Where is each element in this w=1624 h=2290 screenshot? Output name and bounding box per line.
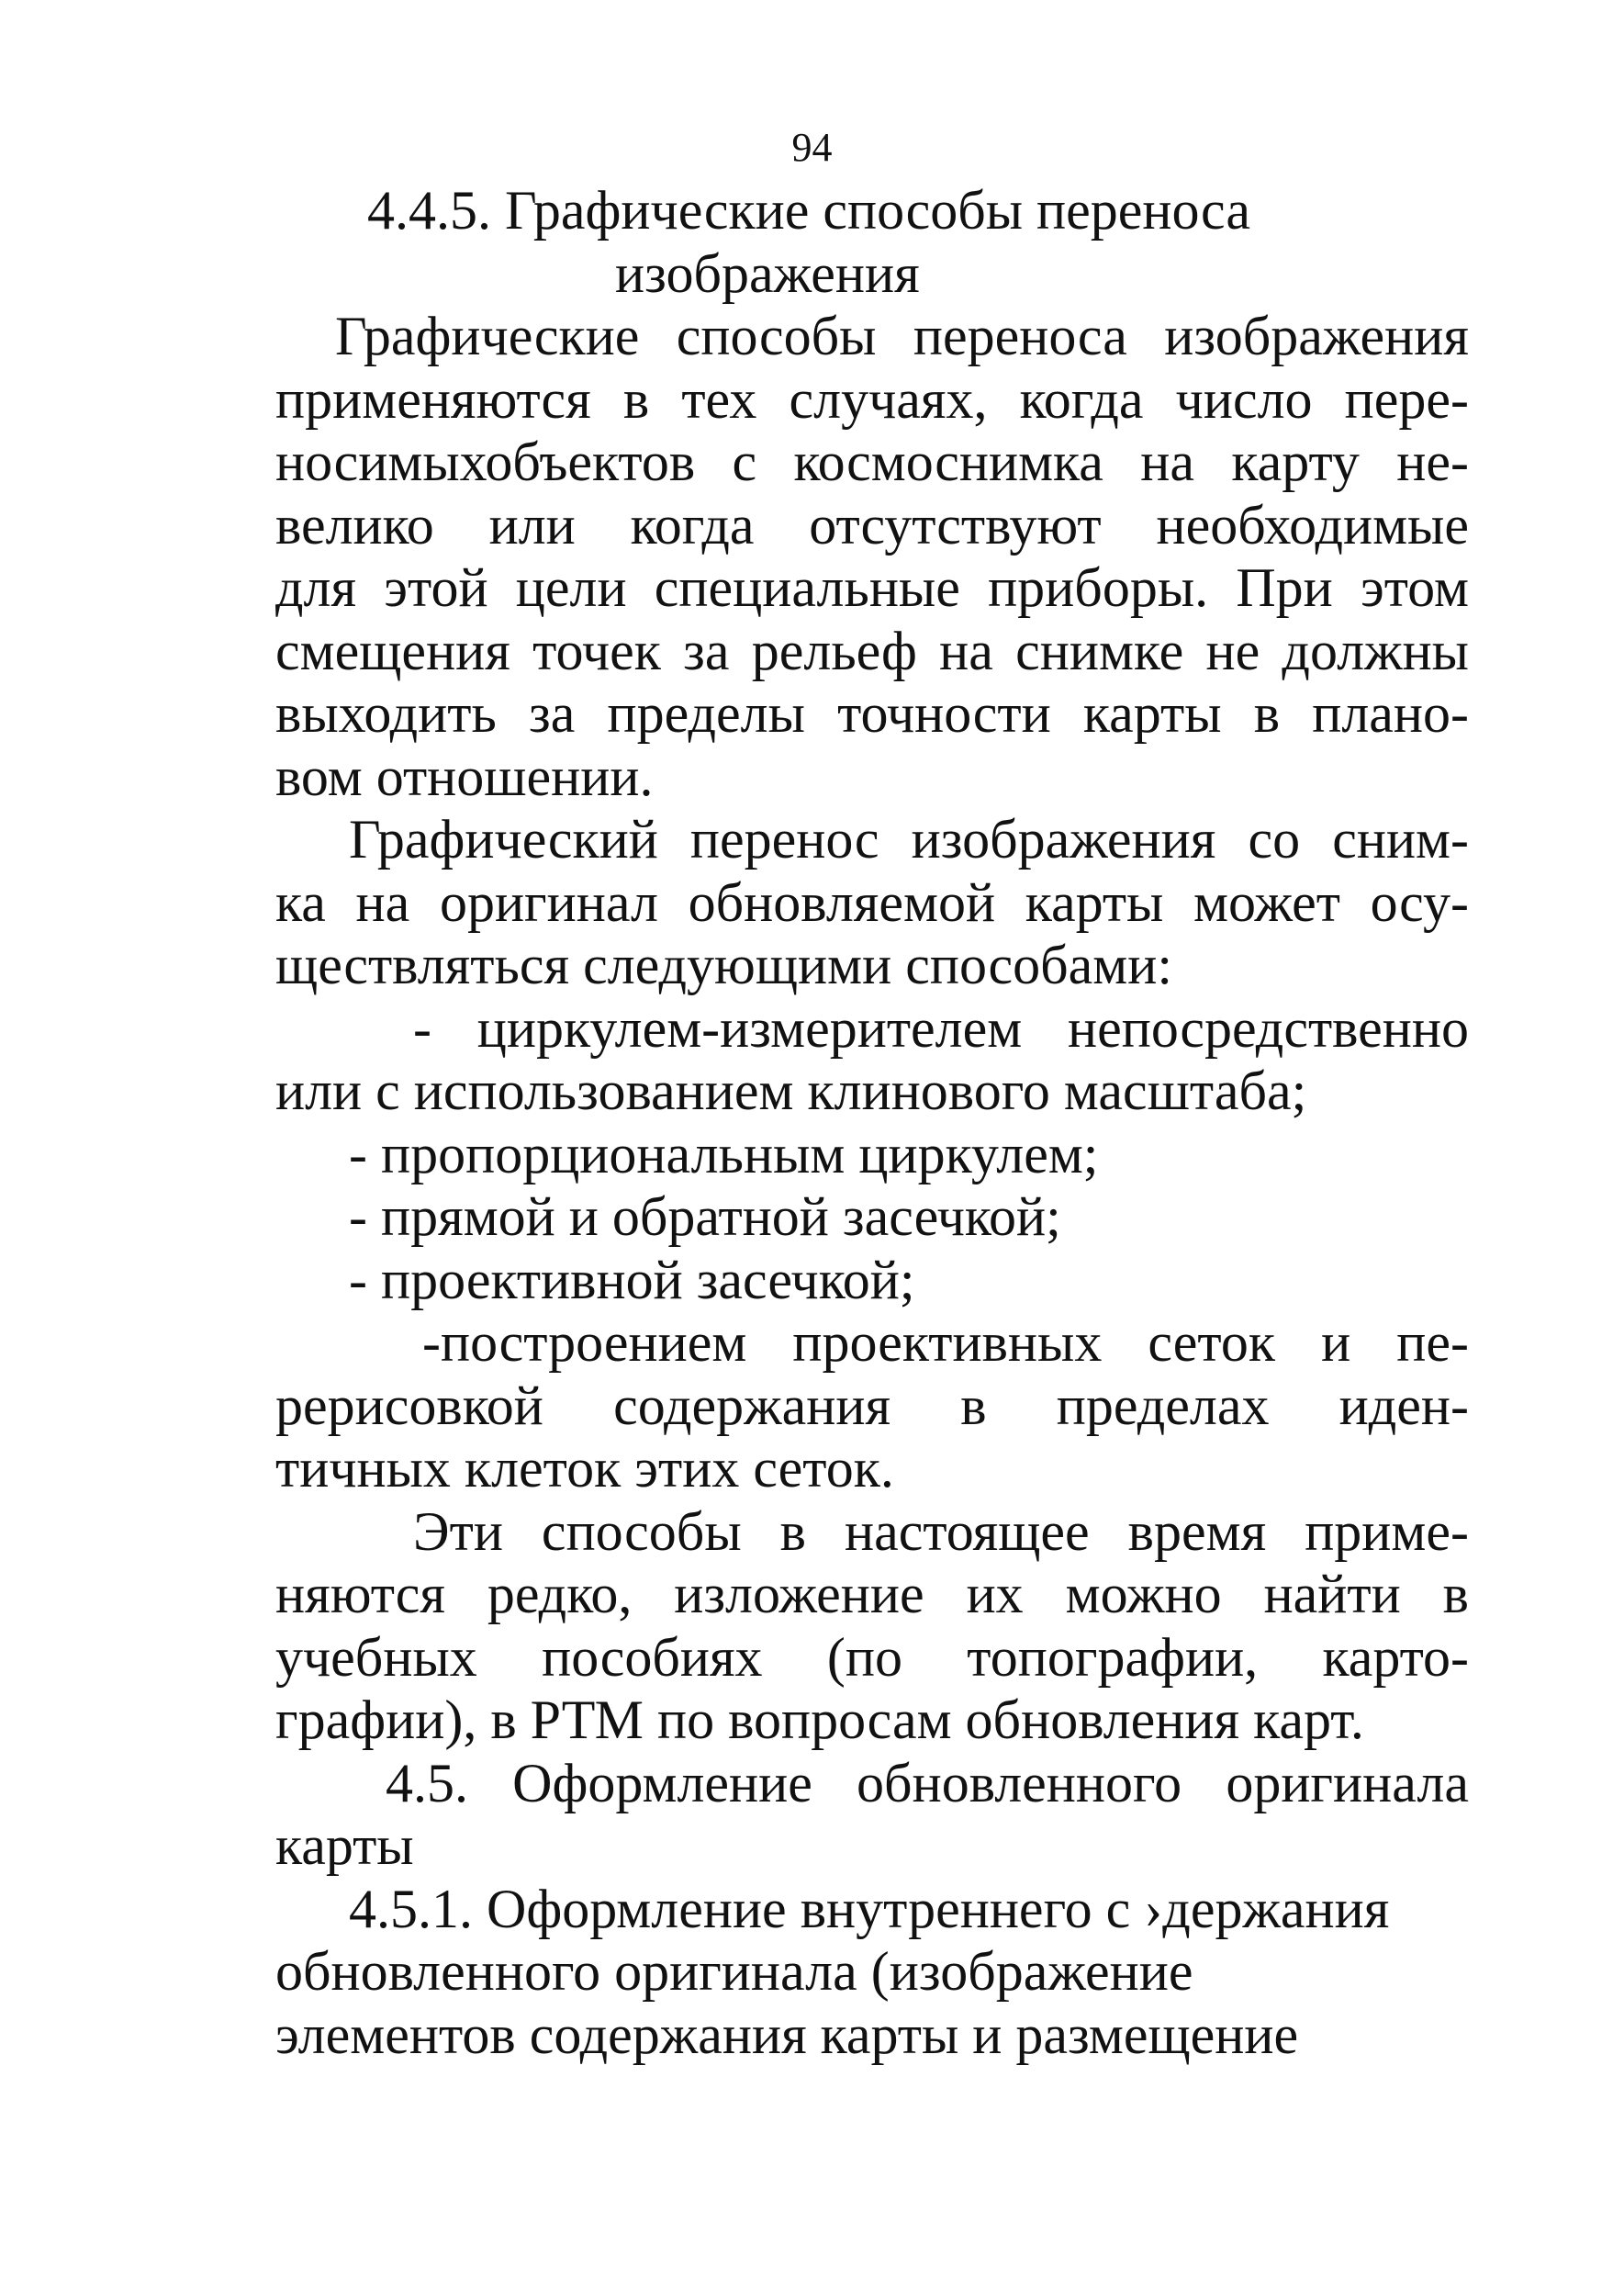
paragraph-line: Графический перенос изображения со сним-	[349, 809, 1469, 870]
subsection-heading: 4.5. Оформление обновленного оригинала	[386, 1752, 1469, 1813]
list-item-cont: рерисовкой содержания в пределах иден-	[275, 1375, 1469, 1436]
paragraph-line: ка на оригинал обновляемой карты может осу-	[275, 871, 1469, 933]
paragraph-line: учебных пособиях (по топографии, карто-	[275, 1626, 1469, 1688]
paragraph-line: няются редко, изложение их можно найти в	[275, 1564, 1469, 1624]
paragraph-line: применяются в тех случаях, когда число пере-	[275, 368, 1469, 430]
paragraph-line: смещения точек за рельеф на снимке не должны	[275, 620, 1469, 681]
subsection-heading: 4.5.1. Оформление внутреннего с ›держания	[349, 1878, 1390, 1939]
paragraph-line: обновленного оригинала (изображение	[275, 1941, 1193, 2002]
subsection-heading-cont: карты	[275, 1815, 414, 1876]
list-item: - пропорциональным циркулем;	[349, 1123, 1099, 1184]
paragraph-line: вом отношении.	[275, 746, 654, 807]
paragraph-line: Эти способы в настоящее время приме-	[413, 1500, 1469, 1562]
page-content	[275, 179, 1469, 2066]
list-item: -построением проективных сеток и пе-	[422, 1312, 1469, 1373]
paragraph-line: ществляться следующими способами:	[275, 935, 1172, 995]
paragraph-line: элементов содержания карты и размещение	[275, 2004, 1299, 2065]
section-heading-cont: изображения	[615, 242, 920, 304]
section-heading: 4.4.5. Графические способы переноса	[367, 180, 1251, 241]
page-number: 94	[791, 125, 833, 170]
list-item: - проективной засечкой;	[349, 1249, 915, 1310]
list-item-cont: или с использованием клинового масштаба;	[275, 1061, 1307, 1121]
paragraph-line: выходить за пределы точности карты в плано-	[275, 683, 1469, 744]
paragraph-line: носимыхобъектов с космоснимка на карту не-	[275, 432, 1469, 492]
paragraph-line: Графические способы переноса изображения	[335, 306, 1469, 366]
list-item: - прямой и обратной засечкой;	[349, 1186, 1061, 1247]
paragraph-line: для этой цели специальные приборы. При этом	[275, 557, 1469, 618]
paragraph-line: графии), в РТМ по вопросам обновления карт.	[275, 1689, 1364, 1750]
paragraph-line: велико или когда отсутствуют необходимые	[275, 494, 1469, 556]
list-item-cont: тичных клеток этих сеток.	[275, 1438, 894, 1499]
list-item: - циркулем-измерителем непосредственно	[413, 997, 1469, 1059]
